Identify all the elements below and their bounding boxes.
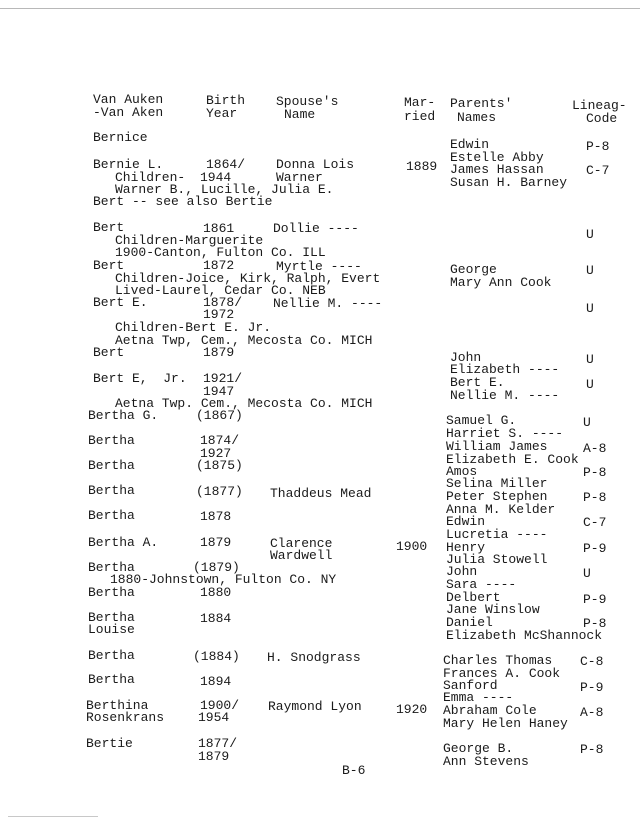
top-scan-edge	[0, 8, 640, 9]
entry-text: 1947	[203, 384, 235, 399]
entry-text: P-8	[580, 742, 604, 757]
entry-text: 1879	[198, 749, 230, 764]
entry-text: Daniel	[446, 615, 493, 630]
entry-text: U	[583, 415, 591, 430]
entry-text: (1867)	[196, 408, 243, 423]
entry-text: Children-	[115, 170, 186, 185]
entry-text: Anna M. Kelder	[446, 502, 556, 517]
entry-text: 1880	[200, 585, 232, 600]
entry-text: Nellie M. ----	[450, 388, 560, 403]
entry-text: Edwin	[446, 514, 486, 529]
entry-text: Children-Marguerite	[115, 233, 264, 248]
entry-text: Henry	[446, 540, 486, 555]
entry-text: 1872	[203, 258, 235, 273]
entry-text: Bertha	[88, 483, 135, 498]
header-spouse-line2: Name	[284, 107, 316, 122]
entry-text: Lucretia ----	[446, 527, 548, 542]
entry-text: Children-Bert E. Jr.	[115, 320, 272, 335]
entry-text: Bert E.	[450, 375, 505, 390]
entry-text: 1880-Johnstown, Fulton Co. NY	[110, 572, 337, 587]
entry-text: Emma ----	[443, 690, 514, 705]
entry-text: Bert E.	[93, 295, 148, 310]
entry-text: P-9	[583, 541, 607, 556]
header-birth-line1: Birth	[206, 93, 246, 108]
entry-text: 1889	[406, 159, 438, 174]
entry-text: Myrtle ----	[276, 259, 362, 274]
entry-text: A-8	[583, 441, 607, 456]
entry-text: Bertie	[86, 736, 133, 751]
entry-text: U	[583, 566, 591, 581]
entry-text: Bert	[93, 345, 125, 360]
entry-text: H. Snodgrass	[267, 650, 361, 665]
entry-text: Selina Miller	[446, 476, 548, 491]
entry-text: Bert -- see also Bertie	[93, 194, 273, 209]
header-lineage-line2: Code	[586, 111, 618, 126]
entry-text: Frances A. Cook	[443, 666, 561, 681]
entry-text: Sara ----	[446, 577, 517, 592]
entry-text: Rosenkrans	[86, 710, 165, 725]
entry-text: William James	[446, 439, 548, 454]
entry-text: 1920	[396, 702, 428, 717]
entry-text: 1884	[200, 611, 232, 626]
entry-text: (1875)	[196, 458, 243, 473]
entry-text: U	[586, 301, 594, 316]
entry-text: P-8	[586, 139, 610, 154]
entry-text: George	[450, 262, 497, 277]
entry-text: P-8	[583, 465, 607, 480]
header-married-line2: ried	[404, 109, 436, 124]
entry-text: Bertha G.	[88, 408, 159, 423]
entry-text: Bertha	[88, 508, 135, 523]
entry-text: C-7	[583, 515, 607, 530]
entry-text: Bertha	[88, 560, 135, 575]
entry-text: Bernie L.	[93, 157, 164, 172]
entry-text: John	[446, 564, 478, 579]
entry-text: Bertha	[88, 610, 135, 625]
entry-text: Bertha	[88, 648, 135, 663]
header-birth-line2: Year	[206, 106, 238, 121]
entry-text: U	[586, 352, 594, 367]
entry-text: Estelle Abby	[450, 150, 544, 165]
entry-text: 1927	[200, 446, 232, 461]
entry-text: 1894	[200, 674, 232, 689]
entry-text: Donna Lois	[276, 157, 355, 172]
entry-text: Abraham Cole	[443, 703, 537, 718]
entry-text: Lived-Laurel, Cedar Co. NEB	[115, 283, 326, 298]
entry-text: Elizabeth ----	[450, 362, 560, 377]
entry-text: Sanford	[443, 678, 498, 693]
header-name-line1: Van Auken	[93, 92, 164, 107]
entry-text: James Hassan	[450, 162, 544, 177]
entry-text: Bert	[93, 220, 125, 235]
entry-text: (1879)	[193, 560, 240, 575]
entry-text: Elizabeth McShannock	[446, 628, 603, 643]
entry-text: Wardwell	[270, 548, 333, 563]
entry-text: 1878	[200, 509, 232, 524]
entry-text: 1921/	[203, 371, 243, 386]
entry-text: Bertha	[88, 585, 135, 600]
entry-text: Raymond Lyon	[268, 699, 362, 714]
entry-text: Harriet S. ----	[446, 426, 564, 441]
header-name-line2: -Van Aken	[93, 105, 164, 120]
entry-text: Samuel G.	[446, 413, 517, 428]
entry-text: Charles Thomas	[443, 653, 553, 668]
entry-text: Amos	[446, 464, 478, 479]
entry-text: Bertha	[88, 433, 135, 448]
header-spouse-line1: Spouse's	[276, 94, 339, 109]
entry-text: Bertha A.	[88, 535, 159, 550]
entry-text: 1874/	[200, 433, 240, 448]
entry-text: Julia Stowell	[446, 552, 548, 567]
entry-text: Mary Helen Haney	[443, 716, 568, 731]
entry-text: Children-Joice, Kirk, Ralph, Evert	[115, 271, 381, 286]
entry-text: 1864/	[206, 157, 246, 172]
entry-text: Dollie ----	[273, 221, 359, 236]
entry-text: 1877/	[198, 736, 238, 751]
entry-text: U	[586, 263, 594, 278]
header-lineage-line1: Lineag-	[572, 98, 627, 113]
header-parents-line1: Parents'	[450, 96, 513, 111]
entry-text: Bert E, Jr.	[93, 371, 187, 386]
entry-text: U	[586, 377, 594, 392]
bottom-scan-edge	[8, 816, 98, 817]
entry-text: 1944	[200, 170, 232, 185]
entry-text: Ann Stevens	[443, 754, 529, 769]
entry-text: P-9	[580, 680, 604, 695]
entry-text: Bertha	[88, 672, 135, 687]
entry-text: 1972	[203, 307, 235, 322]
entry-text: 1900/	[200, 698, 240, 713]
entry-text: Bert	[93, 258, 125, 273]
entry-text: Peter Stephen	[446, 489, 548, 504]
entry-text: Warner	[276, 170, 323, 185]
entry-text: P-9	[583, 592, 607, 607]
entry-text: A-8	[580, 705, 604, 720]
entry-text: 1861	[203, 221, 235, 236]
entry-text: Delbert	[446, 590, 501, 605]
entry-text: U	[586, 227, 594, 242]
entry-text: 1879	[203, 345, 235, 360]
entry-text: John	[450, 350, 482, 365]
entry-text: (1884)	[193, 649, 240, 664]
entry-text: Edwin	[450, 137, 490, 152]
entry-text: Mary Ann Cook	[450, 275, 552, 290]
entry-text: Warner B., Lucille, Julia E.	[115, 182, 334, 197]
entry-text: Louise	[88, 622, 135, 637]
entry-text: C-8	[580, 654, 604, 669]
entry-text: 1900	[396, 539, 428, 554]
entry-text: Thaddeus Mead	[270, 486, 372, 501]
page-number: B-6	[342, 763, 366, 778]
entry-text: 1900-Canton, Fulton Co. ILL	[115, 245, 326, 260]
header-parents-line2: Names	[457, 110, 497, 125]
entry-text: P-8	[583, 490, 607, 505]
entry-text: Bertha	[88, 458, 135, 473]
entry-text: (1877)	[196, 484, 243, 499]
entry-text: 1878/	[203, 295, 243, 310]
entry-text: Berthina	[86, 698, 149, 713]
entry-text: P-8	[583, 616, 607, 631]
entry-text: Bernice	[93, 130, 148, 145]
entry-text: Clarence	[270, 536, 333, 551]
entry-text: 1954	[198, 710, 230, 725]
entry-text: Aetna Twp, Cem., Mecosta Co. MICH	[115, 333, 373, 348]
entry-text: Nellie M. ----	[273, 296, 383, 311]
entry-text: Elizabeth E. Cook	[446, 452, 579, 467]
entry-text: Aetna Twp. Cem., Mecosta Co. MICH	[115, 396, 373, 411]
header-married-line1: Mar-	[404, 95, 436, 110]
entry-text: 1879	[200, 535, 232, 550]
entry-text: Susan H. Barney	[450, 175, 568, 190]
entry-text: C-7	[586, 163, 610, 178]
entry-text: George B.	[443, 741, 514, 756]
entry-text: Jane Winslow	[446, 602, 540, 617]
